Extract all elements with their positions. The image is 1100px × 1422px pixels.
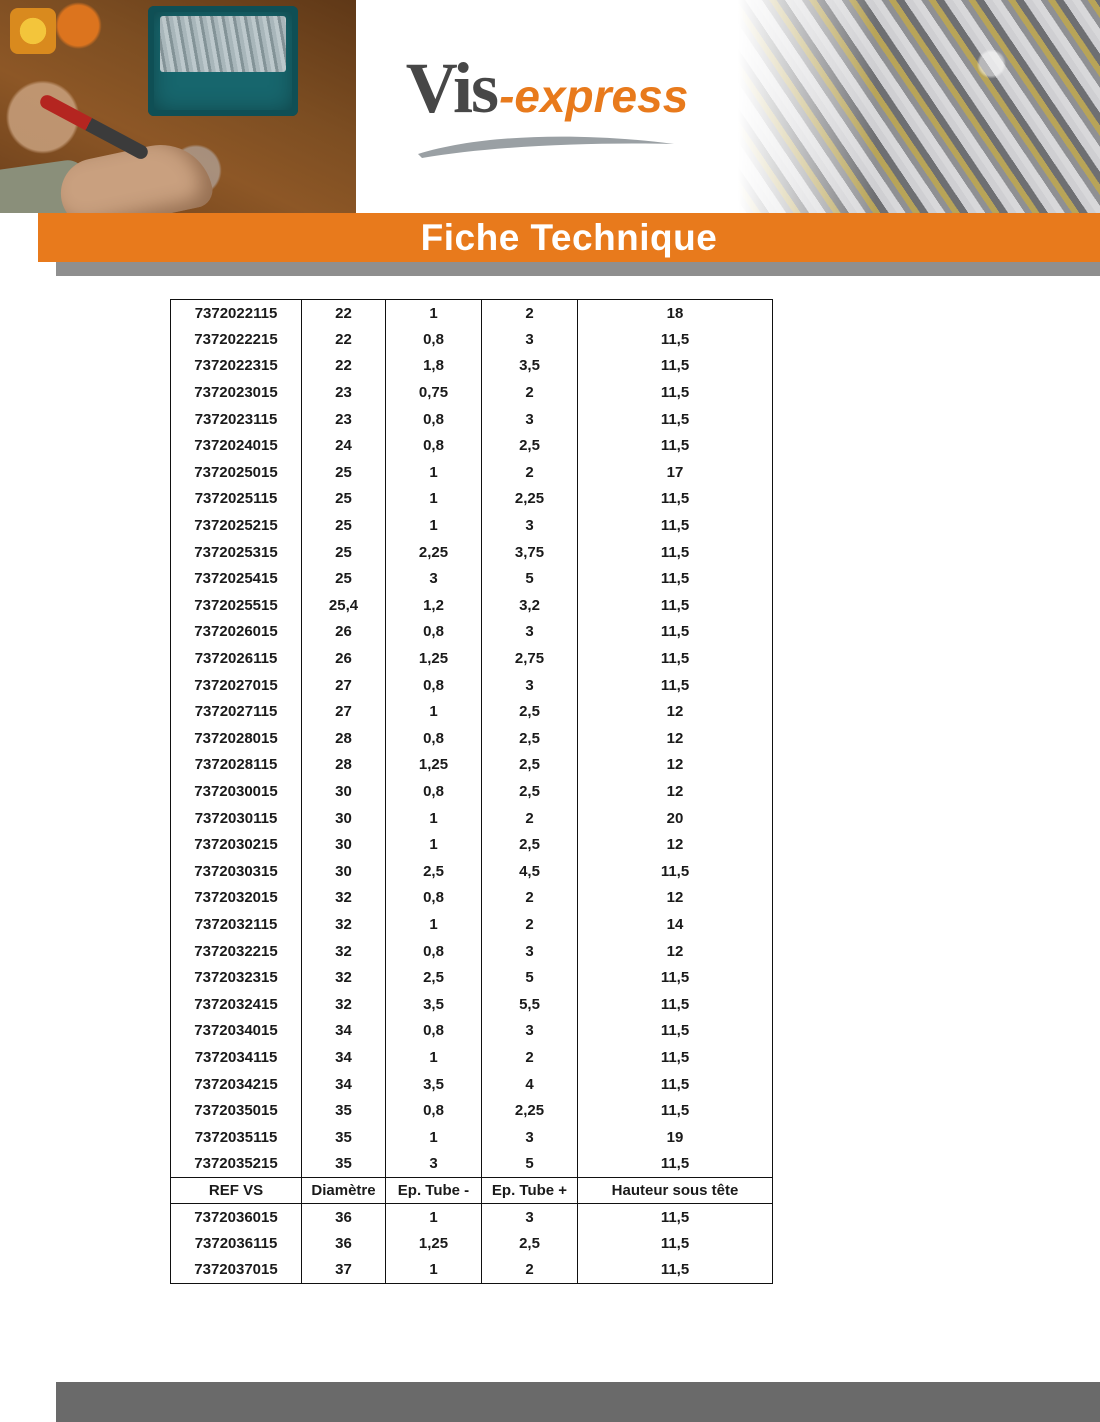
table-cell: 7372035115 (171, 1124, 302, 1151)
table-cell: 1 (386, 300, 482, 327)
page-title: Fiche Technique (420, 216, 718, 258)
table-cell: 26 (302, 619, 386, 646)
table-cell: 32 (302, 911, 386, 938)
table-cell: 2 (482, 459, 578, 486)
table-cell: 22 (302, 353, 386, 380)
table-cell: 1,25 (386, 1230, 482, 1257)
table-cell: 18 (578, 300, 773, 327)
table-cell: 2 (482, 911, 578, 938)
table-row (171, 353, 773, 380)
table-cell: 1 (386, 486, 482, 513)
table-cell: 1 (386, 805, 482, 832)
table-cell: 12 (578, 752, 773, 779)
table-cell: 3,5 (386, 991, 482, 1018)
table-cell: 34 (302, 1018, 386, 1045)
table-row (171, 885, 773, 912)
table-header-cell: Diamètre (302, 1177, 386, 1204)
table-row (171, 778, 773, 805)
table-cell: 25 (302, 459, 386, 486)
table-cell: 2,5 (386, 964, 482, 991)
table-cell: 3,5 (482, 353, 578, 380)
table-row (171, 725, 773, 752)
table-cell: 0,8 (386, 725, 482, 752)
table-cell: 11,5 (578, 964, 773, 991)
header-photo-screws (738, 0, 1100, 213)
table-cell: 3 (386, 1151, 482, 1178)
table-cell: 2,5 (386, 858, 482, 885)
table-cell: 0,8 (386, 432, 482, 459)
table-cell: 23 (302, 379, 386, 406)
table-cell: 30 (302, 805, 386, 832)
table-cell: 2,75 (482, 645, 578, 672)
table-cell: 23 (302, 406, 386, 433)
table-row (171, 1018, 773, 1045)
table-cell: 3 (482, 938, 578, 965)
table-cell: 3,75 (482, 539, 578, 566)
table-cell: 7372036115 (171, 1230, 302, 1257)
footer-bar (56, 1382, 1100, 1422)
table-row (171, 1230, 773, 1257)
table-cell: 7372030215 (171, 831, 302, 858)
brand-logo (405, 47, 689, 128)
table-cell: 36 (302, 1230, 386, 1257)
table-row (171, 300, 773, 327)
table-row (171, 459, 773, 486)
table-cell: 11,5 (578, 858, 773, 885)
table-row (171, 1097, 773, 1124)
table-cell: 1 (386, 1257, 482, 1284)
table-cell: 7372023115 (171, 406, 302, 433)
table-cell: 11,5 (578, 1044, 773, 1071)
table-cell: 7372023015 (171, 379, 302, 406)
table-cell: 3,5 (386, 1071, 482, 1098)
table-cell: 7372030015 (171, 778, 302, 805)
table-cell: 1,25 (386, 645, 482, 672)
table-cell: 11,5 (578, 1204, 773, 1231)
table-row (171, 379, 773, 406)
table-cell: 1 (386, 1044, 482, 1071)
table-cell: 7372022115 (171, 300, 302, 327)
table-cell: 27 (302, 698, 386, 725)
table-cell: 27 (302, 672, 386, 699)
table-cell: 3 (482, 326, 578, 353)
table-cell: 11,5 (578, 619, 773, 646)
table-cell: 22 (302, 326, 386, 353)
table-cell: 2,5 (482, 778, 578, 805)
table-row (171, 592, 773, 619)
table-cell: 0,8 (386, 1097, 482, 1124)
table-cell: 7372037015 (171, 1257, 302, 1284)
table-row (171, 619, 773, 646)
table-header-cell: Ep. Tube + (482, 1177, 578, 1204)
table-cell: 32 (302, 938, 386, 965)
table-cell: 7372028115 (171, 752, 302, 779)
table-cell: 3 (482, 1204, 578, 1231)
table-cell: 11,5 (578, 432, 773, 459)
table-cell: 7372025415 (171, 565, 302, 592)
table-cell: 0,8 (386, 938, 482, 965)
table-cell: 2,5 (482, 1230, 578, 1257)
table-cell: 11,5 (578, 592, 773, 619)
table-cell: 2 (482, 1044, 578, 1071)
table-cell: 12 (578, 885, 773, 912)
table-cell: 7372035015 (171, 1097, 302, 1124)
table-cell: 14 (578, 911, 773, 938)
workbench-screws (160, 16, 286, 72)
table-cell: 1,2 (386, 592, 482, 619)
banner-shadow-bar (56, 262, 1100, 276)
table-cell: 11,5 (578, 1151, 773, 1178)
table-cell: 11,5 (578, 1071, 773, 1098)
table-cell: 5,5 (482, 991, 578, 1018)
table-cell: 22 (302, 300, 386, 327)
table-cell: 35 (302, 1151, 386, 1178)
table-cell: 7372032315 (171, 964, 302, 991)
table-cell: 3 (482, 1018, 578, 1045)
table-cell: 11,5 (578, 1097, 773, 1124)
table-cell: 2 (482, 805, 578, 832)
page-header (0, 0, 1100, 213)
table-row (171, 1044, 773, 1071)
table-cell: 7372022215 (171, 326, 302, 353)
table-cell: 7372024015 (171, 432, 302, 459)
table-cell: 11,5 (578, 539, 773, 566)
workbench-screwdriver (38, 93, 151, 162)
table-cell: 11,5 (578, 991, 773, 1018)
table-cell: 1,8 (386, 353, 482, 380)
table-cell: 3 (482, 406, 578, 433)
table-cell: 7372027015 (171, 672, 302, 699)
table-row (171, 1071, 773, 1098)
table-cell: 2,5 (482, 698, 578, 725)
table-cell: 0,8 (386, 326, 482, 353)
table-row (171, 938, 773, 965)
table-row (171, 805, 773, 832)
table-cell: 7372032415 (171, 991, 302, 1018)
table-row (171, 512, 773, 539)
table-cell: 37 (302, 1257, 386, 1284)
table-row (171, 698, 773, 725)
table-cell: 2,5 (482, 725, 578, 752)
table-row (171, 645, 773, 672)
table-row (171, 1204, 773, 1231)
table-cell: 1 (386, 1124, 482, 1151)
table-cell: 1 (386, 1204, 482, 1231)
table-row (171, 565, 773, 592)
table-cell: 1 (386, 698, 482, 725)
table-cell: 20 (578, 805, 773, 832)
table-cell: 2,25 (386, 539, 482, 566)
table-row (171, 326, 773, 353)
table-cell: 7372025515 (171, 592, 302, 619)
table-cell: 0,8 (386, 1018, 482, 1045)
table-cell: 36 (302, 1204, 386, 1231)
table-row (171, 1124, 773, 1151)
title-banner (38, 213, 1100, 262)
table-cell: 7372030315 (171, 858, 302, 885)
table-cell: 7372027115 (171, 698, 302, 725)
table-cell: 26 (302, 645, 386, 672)
table-cell: 7372025215 (171, 512, 302, 539)
table-cell: 7372026115 (171, 645, 302, 672)
table-cell: 25 (302, 565, 386, 592)
header-photo-workbench (0, 0, 356, 213)
table-cell: 3 (482, 1124, 578, 1151)
table-cell: 7372034115 (171, 1044, 302, 1071)
table-cell: 0,8 (386, 619, 482, 646)
table-cell: 32 (302, 964, 386, 991)
table-cell: 30 (302, 778, 386, 805)
table-cell: 11,5 (578, 1230, 773, 1257)
table-cell: 3,2 (482, 592, 578, 619)
table-cell: 0,75 (386, 379, 482, 406)
table-cell: 7372034015 (171, 1018, 302, 1045)
table-cell: 11,5 (578, 379, 773, 406)
table-cell: 32 (302, 991, 386, 1018)
table-cell: 2,25 (482, 486, 578, 513)
table-row (171, 539, 773, 566)
table-cell: 30 (302, 858, 386, 885)
table-row (171, 991, 773, 1018)
table-cell: 12 (578, 831, 773, 858)
table-cell: 7372025015 (171, 459, 302, 486)
table-cell: 17 (578, 459, 773, 486)
table-row (171, 1257, 773, 1284)
table-cell: 0,8 (386, 778, 482, 805)
table-cell: 7372022315 (171, 353, 302, 380)
table-cell: 11,5 (578, 326, 773, 353)
table-cell: 2,25 (482, 1097, 578, 1124)
logo-zone (356, 0, 738, 213)
table-cell: 11,5 (578, 512, 773, 539)
table-header-cell: Ep. Tube - (386, 1177, 482, 1204)
table-cell: 3 (482, 672, 578, 699)
table-cell: 4 (482, 1071, 578, 1098)
table-cell: 19 (578, 1124, 773, 1151)
table-header-row (171, 1177, 773, 1204)
table-cell: 35 (302, 1097, 386, 1124)
table-cell: 34 (302, 1071, 386, 1098)
table-cell: 7372032115 (171, 911, 302, 938)
table-cell: 7372036015 (171, 1204, 302, 1231)
table-cell: 11,5 (578, 565, 773, 592)
table-cell: 2 (482, 379, 578, 406)
table-header-cell: REF VS (171, 1177, 302, 1204)
spec-table-body (171, 300, 773, 1284)
table-cell: 35 (302, 1124, 386, 1151)
table-cell: 0,8 (386, 406, 482, 433)
table-cell: 12 (578, 725, 773, 752)
table-cell: 7372035215 (171, 1151, 302, 1178)
table-cell: 12 (578, 698, 773, 725)
table-cell: 25 (302, 512, 386, 539)
table-cell: 1 (386, 831, 482, 858)
table-cell: 11,5 (578, 486, 773, 513)
table-cell: 11,5 (578, 672, 773, 699)
table-cell: 7372025115 (171, 486, 302, 513)
table-cell: 2 (482, 300, 578, 327)
table-cell: 2 (482, 885, 578, 912)
table-cell: 1 (386, 911, 482, 938)
table-cell: 7372032015 (171, 885, 302, 912)
table-cell: 7372025315 (171, 539, 302, 566)
table-cell: 7372026015 (171, 619, 302, 646)
table-cell: 7372030115 (171, 805, 302, 832)
logo-swoosh-icon (412, 128, 682, 162)
table-row (171, 486, 773, 513)
table-cell: 3 (482, 619, 578, 646)
table-cell: 11,5 (578, 645, 773, 672)
table-cell: 1 (386, 459, 482, 486)
table-row (171, 831, 773, 858)
table-cell: 24 (302, 432, 386, 459)
table-cell: 2,5 (482, 831, 578, 858)
table-cell: 11,5 (578, 406, 773, 433)
table-row (171, 406, 773, 433)
table-cell: 28 (302, 752, 386, 779)
table-cell: 12 (578, 778, 773, 805)
table-cell: 12 (578, 938, 773, 965)
spec-table (170, 299, 773, 1284)
table-cell: 3 (386, 565, 482, 592)
table-cell: 2,5 (482, 752, 578, 779)
table-cell: 25 (302, 539, 386, 566)
table-cell: 5 (482, 565, 578, 592)
logo-text-suffix: -express (499, 69, 689, 122)
table-cell: 1,25 (386, 752, 482, 779)
table-cell: 11,5 (578, 1257, 773, 1284)
table-cell: 5 (482, 964, 578, 991)
logo-text-main: Vis (405, 47, 498, 128)
table-cell: 4,5 (482, 858, 578, 885)
table-cell: 7372034215 (171, 1071, 302, 1098)
table-cell: 7372028015 (171, 725, 302, 752)
table-cell: 2,5 (482, 432, 578, 459)
table-cell: 1 (386, 512, 482, 539)
table-cell: 30 (302, 831, 386, 858)
table-cell: 5 (482, 1151, 578, 1178)
table-cell: 25,4 (302, 592, 386, 619)
workbench-tape-measure (10, 8, 56, 54)
spec-table-container (170, 299, 773, 1284)
table-row (171, 432, 773, 459)
table-row (171, 752, 773, 779)
table-row (171, 964, 773, 991)
table-row (171, 1151, 773, 1178)
table-cell: 34 (302, 1044, 386, 1071)
table-header-cell: Hauteur sous tête (578, 1177, 773, 1204)
table-cell: 0,8 (386, 672, 482, 699)
table-cell: 2 (482, 1257, 578, 1284)
table-cell: 11,5 (578, 353, 773, 380)
table-cell: 32 (302, 885, 386, 912)
table-row (171, 858, 773, 885)
table-row (171, 911, 773, 938)
table-cell: 28 (302, 725, 386, 752)
table-cell: 25 (302, 486, 386, 513)
table-cell: 11,5 (578, 1018, 773, 1045)
table-row (171, 672, 773, 699)
table-cell: 3 (482, 512, 578, 539)
table-cell: 7372032215 (171, 938, 302, 965)
table-cell: 0,8 (386, 885, 482, 912)
